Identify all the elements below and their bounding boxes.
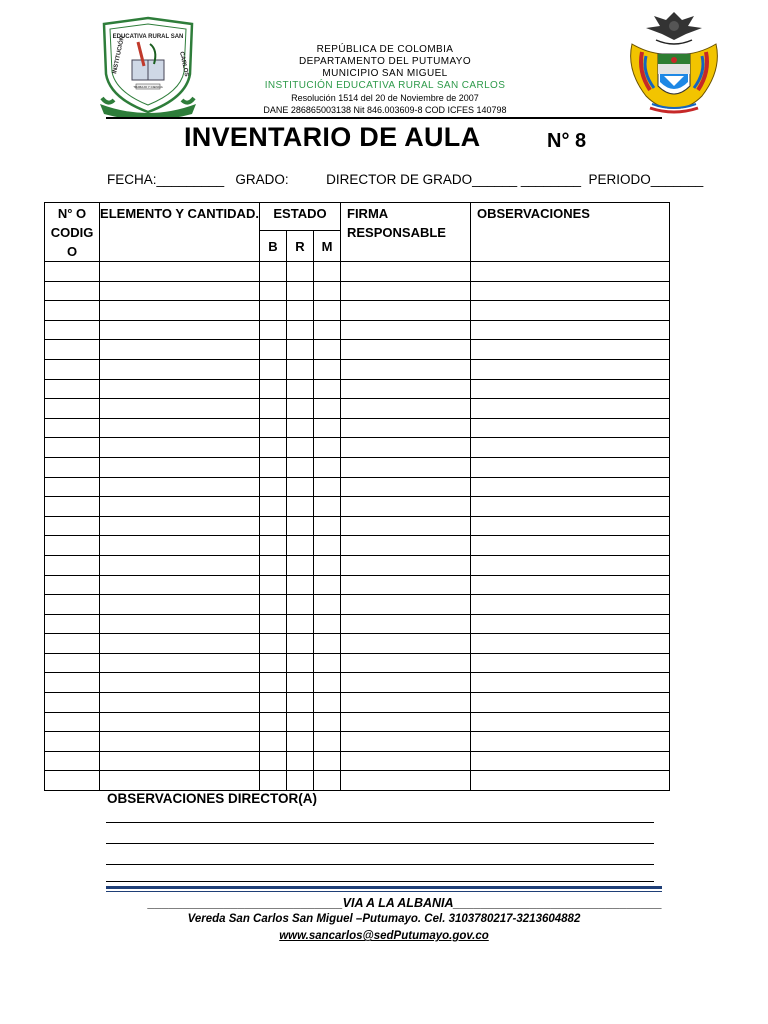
cell-state-r[interactable] bbox=[287, 359, 314, 379]
cell-state-m[interactable] bbox=[314, 399, 341, 419]
cell-state-m[interactable] bbox=[314, 477, 341, 497]
cell-state-m[interactable] bbox=[314, 438, 341, 458]
cell-state-b[interactable] bbox=[260, 301, 287, 321]
cell-element[interactable] bbox=[100, 379, 260, 399]
cell-state-r[interactable] bbox=[287, 712, 314, 732]
cell-state-r[interactable] bbox=[287, 457, 314, 477]
table-row bbox=[45, 634, 670, 654]
cell-state-r[interactable] bbox=[287, 536, 314, 556]
cell-observations[interactable] bbox=[471, 497, 670, 517]
cell-observations[interactable] bbox=[471, 614, 670, 634]
cell-observations[interactable] bbox=[471, 771, 670, 791]
cell-signature[interactable] bbox=[341, 673, 471, 693]
cell-code[interactable] bbox=[45, 751, 100, 771]
cell-signature[interactable] bbox=[341, 634, 471, 654]
table-row bbox=[45, 614, 670, 634]
cell-state-b[interactable] bbox=[260, 457, 287, 477]
cell-observations[interactable] bbox=[471, 379, 670, 399]
cell-state-r[interactable] bbox=[287, 418, 314, 438]
cell-state-m[interactable] bbox=[314, 536, 341, 556]
col-header-observations: OBSERVACIONES bbox=[471, 203, 670, 262]
cell-state-m[interactable] bbox=[314, 673, 341, 693]
cell-signature[interactable] bbox=[341, 320, 471, 340]
cell-state-b[interactable] bbox=[260, 262, 287, 282]
cell-element[interactable] bbox=[100, 693, 260, 713]
cell-signature[interactable] bbox=[341, 653, 471, 673]
cell-observations[interactable] bbox=[471, 595, 670, 615]
cell-state-r[interactable] bbox=[287, 438, 314, 458]
form-meta-line: FECHA:_________ GRADO: DIRECTOR DE GRADO______ ________ PERIODO_______ bbox=[107, 172, 704, 187]
cell-code[interactable] bbox=[45, 634, 100, 654]
table-row bbox=[45, 379, 670, 399]
cell-signature[interactable] bbox=[341, 516, 471, 536]
cell-code[interactable] bbox=[45, 673, 100, 693]
municipality-line: MUNICIPIO SAN MIGUEL bbox=[322, 68, 448, 79]
cell-observations[interactable] bbox=[471, 516, 670, 536]
cell-element[interactable] bbox=[100, 751, 260, 771]
cell-signature[interactable] bbox=[341, 693, 471, 713]
cell-state-r[interactable] bbox=[287, 399, 314, 419]
cell-state-b[interactable] bbox=[260, 516, 287, 536]
table-row bbox=[45, 673, 670, 693]
cell-state-b[interactable] bbox=[260, 693, 287, 713]
cell-code[interactable] bbox=[45, 477, 100, 497]
cell-state-b[interactable] bbox=[260, 399, 287, 419]
cell-code[interactable] bbox=[45, 575, 100, 595]
cell-signature[interactable] bbox=[341, 575, 471, 595]
country-line: REPÚBLICA DE COLOMBIA bbox=[316, 44, 454, 55]
cell-signature[interactable] bbox=[341, 379, 471, 399]
cell-observations[interactable] bbox=[471, 320, 670, 340]
cell-state-m[interactable] bbox=[314, 771, 341, 791]
cell-state-m[interactable] bbox=[314, 301, 341, 321]
col-header-signature: FIRMA RESPONSABLE bbox=[341, 203, 471, 262]
cell-state-r[interactable] bbox=[287, 281, 314, 301]
cell-element[interactable] bbox=[100, 536, 260, 556]
cell-state-r[interactable] bbox=[287, 732, 314, 752]
cell-code[interactable] bbox=[45, 281, 100, 301]
cell-signature[interactable] bbox=[341, 340, 471, 360]
institution-header bbox=[240, 44, 530, 116]
cell-state-r[interactable] bbox=[287, 751, 314, 771]
cell-code[interactable] bbox=[45, 359, 100, 379]
cell-element[interactable] bbox=[100, 614, 260, 634]
cell-state-b[interactable] bbox=[260, 438, 287, 458]
cell-code[interactable] bbox=[45, 301, 100, 321]
observation-blank-line[interactable] bbox=[106, 843, 654, 844]
cell-signature[interactable] bbox=[341, 771, 471, 791]
cell-state-b[interactable] bbox=[260, 477, 287, 497]
observation-blank-line[interactable] bbox=[106, 864, 654, 865]
cell-signature[interactable] bbox=[341, 438, 471, 458]
cell-state-r[interactable] bbox=[287, 301, 314, 321]
cell-code[interactable] bbox=[45, 457, 100, 477]
cell-state-m[interactable] bbox=[314, 418, 341, 438]
cell-state-b[interactable] bbox=[260, 340, 287, 360]
col-header-code: N° O CODIG O bbox=[45, 203, 100, 262]
cell-signature[interactable] bbox=[341, 555, 471, 575]
cell-state-m[interactable] bbox=[314, 555, 341, 575]
cell-state-r[interactable] bbox=[287, 673, 314, 693]
observation-blank-line[interactable] bbox=[106, 822, 654, 823]
cell-state-m[interactable] bbox=[314, 262, 341, 282]
cell-code[interactable] bbox=[45, 732, 100, 752]
cell-state-b[interactable] bbox=[260, 497, 287, 517]
cell-code[interactable] bbox=[45, 418, 100, 438]
cell-signature[interactable] bbox=[341, 751, 471, 771]
cell-state-b[interactable] bbox=[260, 536, 287, 556]
cell-state-m[interactable] bbox=[314, 595, 341, 615]
cell-observations[interactable] bbox=[471, 555, 670, 575]
footer-address: Vereda San Carlos San Miguel –Putumayo. Cel. 3103780217-3213604882 bbox=[187, 913, 581, 925]
cell-element[interactable] bbox=[100, 301, 260, 321]
cell-signature[interactable] bbox=[341, 732, 471, 752]
cell-signature[interactable] bbox=[341, 281, 471, 301]
cell-element[interactable] bbox=[100, 320, 260, 340]
table-row bbox=[45, 281, 670, 301]
state-sub-m: M bbox=[314, 231, 341, 262]
cell-observations[interactable] bbox=[471, 418, 670, 438]
cell-code[interactable] bbox=[45, 497, 100, 517]
cell-state-b[interactable] bbox=[260, 418, 287, 438]
cell-element[interactable] bbox=[100, 340, 260, 360]
table-row bbox=[45, 732, 670, 752]
department-line: DEPARTAMENTO DEL PUTUMAYO bbox=[298, 56, 472, 67]
table-row bbox=[45, 555, 670, 575]
footer-divider bbox=[106, 886, 662, 889]
cell-element[interactable] bbox=[100, 418, 260, 438]
cell-state-m[interactable] bbox=[314, 457, 341, 477]
cell-element[interactable] bbox=[100, 595, 260, 615]
cell-element[interactable] bbox=[100, 673, 260, 693]
cell-code[interactable] bbox=[45, 438, 100, 458]
cell-signature[interactable] bbox=[341, 262, 471, 282]
cell-element[interactable] bbox=[100, 712, 260, 732]
cell-observations[interactable] bbox=[471, 438, 670, 458]
table-row bbox=[45, 418, 670, 438]
cell-state-r[interactable] bbox=[287, 340, 314, 360]
table-row bbox=[45, 712, 670, 732]
cell-element[interactable] bbox=[100, 653, 260, 673]
table-row bbox=[45, 536, 670, 556]
header-divider bbox=[106, 117, 662, 119]
cell-signature[interactable] bbox=[341, 301, 471, 321]
cell-observations[interactable] bbox=[471, 693, 670, 713]
table-row bbox=[45, 262, 670, 282]
observation-blank-line[interactable] bbox=[106, 881, 654, 882]
cell-code[interactable] bbox=[45, 693, 100, 713]
cell-signature[interactable] bbox=[341, 457, 471, 477]
col-header-element: ELEMENTO Y CANTIDAD. bbox=[100, 203, 260, 262]
cell-observations[interactable] bbox=[471, 477, 670, 497]
cell-state-m[interactable] bbox=[314, 497, 341, 517]
cell-element[interactable] bbox=[100, 359, 260, 379]
cell-state-r[interactable] bbox=[287, 634, 314, 654]
cell-state-m[interactable] bbox=[314, 340, 341, 360]
cell-code[interactable] bbox=[45, 653, 100, 673]
cell-state-m[interactable] bbox=[314, 379, 341, 399]
svg-text:EDUCATIVA RURAL SAN: EDUCATIVA RURAL SAN bbox=[112, 34, 184, 40]
cell-element[interactable] bbox=[100, 477, 260, 497]
resolution-line: Resolución 1514 del 20 de Noviembre de 2007 bbox=[291, 93, 479, 103]
cell-state-b[interactable] bbox=[260, 359, 287, 379]
cell-state-b[interactable] bbox=[260, 614, 287, 634]
cell-signature[interactable] bbox=[341, 418, 471, 438]
cell-observations[interactable] bbox=[471, 399, 670, 419]
table-row bbox=[45, 693, 670, 713]
cell-state-m[interactable] bbox=[314, 320, 341, 340]
cell-code[interactable] bbox=[45, 595, 100, 615]
cell-state-r[interactable] bbox=[287, 614, 314, 634]
cell-code[interactable] bbox=[45, 399, 100, 419]
cell-state-m[interactable] bbox=[314, 575, 341, 595]
cell-code[interactable] bbox=[45, 320, 100, 340]
cell-code[interactable] bbox=[45, 771, 100, 791]
codes-line: DANE 286865003138 Nit 846.003609-8 COD ICFES 140798 bbox=[263, 105, 507, 115]
cell-observations[interactable] bbox=[471, 301, 670, 321]
cell-element[interactable] bbox=[100, 281, 260, 301]
cell-element[interactable] bbox=[100, 497, 260, 517]
cell-state-m[interactable] bbox=[314, 712, 341, 732]
institution-name: INSTITUCIÓN EDUCATIVA RURAL SAN CARLOS bbox=[264, 80, 506, 91]
cell-observations[interactable] bbox=[471, 751, 670, 771]
table-row bbox=[45, 340, 670, 360]
cell-state-m[interactable] bbox=[314, 516, 341, 536]
footer-web-container bbox=[0, 930, 768, 942]
cell-state-r[interactable] bbox=[287, 379, 314, 399]
cell-element[interactable] bbox=[100, 575, 260, 595]
cell-element[interactable] bbox=[100, 634, 260, 654]
cell-element[interactable] bbox=[100, 555, 260, 575]
cell-element[interactable] bbox=[100, 457, 260, 477]
cell-code[interactable] bbox=[45, 262, 100, 282]
cell-element[interactable] bbox=[100, 262, 260, 282]
cell-observations[interactable] bbox=[471, 634, 670, 654]
cell-observations[interactable] bbox=[471, 340, 670, 360]
document-title: INVENTARIO DE AULA bbox=[184, 122, 481, 152]
table-row bbox=[45, 771, 670, 791]
cell-code[interactable] bbox=[45, 340, 100, 360]
cell-signature[interactable] bbox=[341, 536, 471, 556]
cell-element[interactable] bbox=[100, 438, 260, 458]
cell-signature[interactable] bbox=[341, 497, 471, 517]
cell-state-m[interactable] bbox=[314, 614, 341, 634]
cell-state-b[interactable] bbox=[260, 732, 287, 752]
cell-code[interactable] bbox=[45, 536, 100, 556]
cell-observations[interactable] bbox=[471, 262, 670, 282]
state-sub-r: R bbox=[287, 231, 314, 262]
table-row bbox=[45, 516, 670, 536]
cell-state-r[interactable] bbox=[287, 771, 314, 791]
cell-state-b[interactable] bbox=[260, 653, 287, 673]
cell-state-r[interactable] bbox=[287, 516, 314, 536]
cell-state-b[interactable] bbox=[260, 575, 287, 595]
table-row bbox=[45, 575, 670, 595]
footer-web-link[interactable]: www.sancarlos@sedPutumayo.gov.co bbox=[279, 930, 489, 942]
svg-text:CARLOS: CARLOS bbox=[178, 51, 190, 78]
colombia-coat-of-arms-icon bbox=[626, 10, 722, 116]
cell-state-m[interactable] bbox=[314, 751, 341, 771]
cell-state-m[interactable] bbox=[314, 359, 341, 379]
cell-signature[interactable] bbox=[341, 359, 471, 379]
cell-state-b[interactable] bbox=[260, 634, 287, 654]
cell-state-r[interactable] bbox=[287, 497, 314, 517]
cell-element[interactable] bbox=[100, 516, 260, 536]
cell-element[interactable] bbox=[100, 732, 260, 752]
cell-observations[interactable] bbox=[471, 281, 670, 301]
cell-signature[interactable] bbox=[341, 712, 471, 732]
svg-text:TRABAJO Y CIENCIA: TRABAJO Y CIENCIA bbox=[133, 85, 163, 89]
cell-signature[interactable] bbox=[341, 614, 471, 634]
table-body bbox=[45, 262, 670, 791]
table-row bbox=[45, 359, 670, 379]
cell-state-b[interactable] bbox=[260, 751, 287, 771]
cell-observations[interactable] bbox=[471, 712, 670, 732]
cell-state-r[interactable] bbox=[287, 320, 314, 340]
cell-observations[interactable] bbox=[471, 575, 670, 595]
cell-state-r[interactable] bbox=[287, 477, 314, 497]
footer-via: ____________________________VIA A LA ALBANIA______________________________ bbox=[148, 896, 663, 910]
cell-state-r[interactable] bbox=[287, 653, 314, 673]
cell-observations[interactable] bbox=[471, 536, 670, 556]
table-row bbox=[45, 595, 670, 615]
cell-signature[interactable] bbox=[341, 595, 471, 615]
cell-state-m[interactable] bbox=[314, 634, 341, 654]
cell-state-r[interactable] bbox=[287, 262, 314, 282]
cell-observations[interactable] bbox=[471, 673, 670, 693]
cell-state-b[interactable] bbox=[260, 320, 287, 340]
cell-code[interactable] bbox=[45, 712, 100, 732]
cell-code[interactable] bbox=[45, 614, 100, 634]
cell-state-r[interactable] bbox=[287, 555, 314, 575]
cell-state-r[interactable] bbox=[287, 575, 314, 595]
col-header-state: ESTADO bbox=[260, 203, 341, 231]
cell-signature[interactable] bbox=[341, 477, 471, 497]
cell-state-b[interactable] bbox=[260, 555, 287, 575]
cell-element[interactable] bbox=[100, 399, 260, 419]
document-number: N° 8 bbox=[547, 130, 587, 152]
table-row bbox=[45, 497, 670, 517]
cell-state-m[interactable] bbox=[314, 732, 341, 752]
table-row bbox=[45, 301, 670, 321]
cell-code[interactable] bbox=[45, 555, 100, 575]
cell-state-b[interactable] bbox=[260, 712, 287, 732]
cell-state-b[interactable] bbox=[260, 771, 287, 791]
table-row bbox=[45, 457, 670, 477]
cell-state-m[interactable] bbox=[314, 653, 341, 673]
inventory-table bbox=[44, 202, 670, 791]
cell-observations[interactable] bbox=[471, 732, 670, 752]
cell-state-r[interactable] bbox=[287, 595, 314, 615]
cell-state-b[interactable] bbox=[260, 673, 287, 693]
school-seal-icon bbox=[98, 14, 198, 118]
state-sub-b: B bbox=[260, 231, 287, 262]
table-row bbox=[45, 477, 670, 497]
table-row bbox=[45, 399, 670, 419]
footer-divider-thin bbox=[106, 891, 662, 892]
cell-state-b[interactable] bbox=[260, 595, 287, 615]
table-row bbox=[45, 751, 670, 771]
cell-state-b[interactable] bbox=[260, 281, 287, 301]
director-observations-label: OBSERVACIONES DIRECTOR(A) bbox=[107, 791, 318, 806]
table-row bbox=[45, 438, 670, 458]
cell-state-m[interactable] bbox=[314, 693, 341, 713]
cell-state-b[interactable] bbox=[260, 379, 287, 399]
table-row bbox=[45, 653, 670, 673]
cell-observations[interactable] bbox=[471, 457, 670, 477]
cell-code[interactable] bbox=[45, 379, 100, 399]
cell-code[interactable] bbox=[45, 516, 100, 536]
cell-observations[interactable] bbox=[471, 359, 670, 379]
cell-element[interactable] bbox=[100, 771, 260, 791]
cell-signature[interactable] bbox=[341, 399, 471, 419]
cell-observations[interactable] bbox=[471, 653, 670, 673]
cell-state-m[interactable] bbox=[314, 281, 341, 301]
cell-state-r[interactable] bbox=[287, 693, 314, 713]
svg-text:INSTITUCIÓN: INSTITUCIÓN bbox=[112, 35, 126, 75]
table-row bbox=[45, 320, 670, 340]
